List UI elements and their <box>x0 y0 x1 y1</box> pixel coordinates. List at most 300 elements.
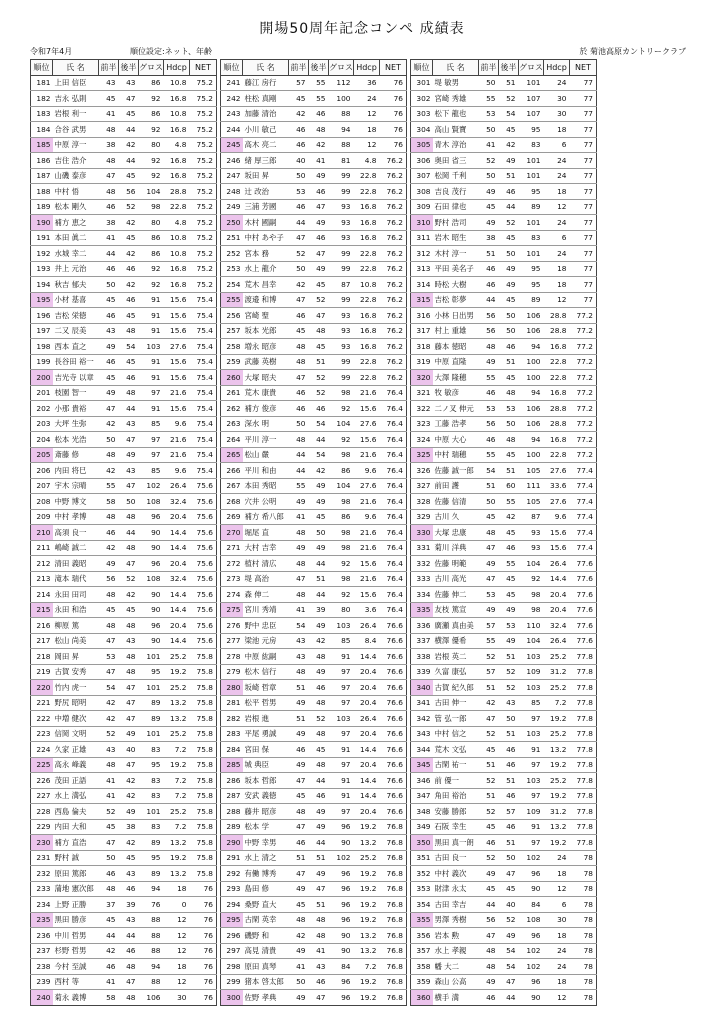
net-score-cell: 76.8 <box>380 881 407 897</box>
column-header-gross-score: グロス <box>329 60 354 76</box>
back-score-cell: 43 <box>499 695 519 711</box>
table-row <box>411 602 597 618</box>
gross-score-cell: 99 <box>329 246 354 262</box>
front-score-cell: 45 <box>289 91 309 107</box>
player-name-cell: 本田 秀昭 <box>243 478 289 494</box>
front-score-cell: 50 <box>479 75 499 91</box>
rank-cell: 279 <box>221 664 243 680</box>
net-score-cell: 76.4 <box>380 602 407 618</box>
player-name-cell: 中原 大心 <box>433 432 479 448</box>
front-score-cell: 55 <box>289 478 309 494</box>
player-name-cell: 荒木 昌幸 <box>243 277 289 293</box>
back-score-cell: 47 <box>119 757 139 773</box>
rank-cell: 343 <box>411 726 433 742</box>
back-score-cell: 54 <box>309 416 329 432</box>
table-row <box>221 323 407 339</box>
rank-cell: 188 <box>31 184 53 200</box>
hdcp-cell: 24 <box>544 75 570 91</box>
gross-score-cell: 95 <box>519 277 544 293</box>
player-name-cell: 石阪 幸生 <box>433 819 479 835</box>
gross-score-cell: 98 <box>329 447 354 463</box>
net-score-cell: 75.8 <box>190 804 217 820</box>
back-score-cell: 42 <box>119 246 139 262</box>
player-name-cell: 補方 恵之 <box>53 215 99 231</box>
player-name-cell: 中原 淳一 <box>53 137 99 153</box>
front-score-cell: 46 <box>289 385 309 401</box>
gross-score-cell: 97 <box>519 788 544 804</box>
rank-cell: 348 <box>411 804 433 820</box>
table-row <box>411 354 597 370</box>
gross-score-cell: 97 <box>139 447 164 463</box>
gross-score-cell: 99 <box>329 184 354 200</box>
front-score-cell: 50 <box>479 494 499 510</box>
hdcp-cell: 7.2 <box>164 819 190 835</box>
front-score-cell: 45 <box>479 881 499 897</box>
hdcp-cell: 25.2 <box>164 726 190 742</box>
table-row <box>411 649 597 665</box>
table-row <box>221 199 407 215</box>
gross-score-cell: 95 <box>139 757 164 773</box>
column-header-front-score: 前半 <box>99 60 119 76</box>
net-score-cell: 77 <box>570 122 597 138</box>
back-score-cell: 41 <box>309 943 329 959</box>
gross-score-cell: 96 <box>519 866 544 882</box>
table-row <box>221 91 407 107</box>
front-score-cell: 45 <box>289 323 309 339</box>
net-score-cell: 75.8 <box>190 819 217 835</box>
rank-cell: 290 <box>221 835 243 851</box>
front-score-cell: 49 <box>99 385 119 401</box>
rank-cell: 253 <box>221 261 243 277</box>
table-row <box>221 106 407 122</box>
back-score-cell: 50 <box>499 416 519 432</box>
hdcp-cell: 19.2 <box>164 757 190 773</box>
net-score-cell: 76.8 <box>380 912 407 928</box>
gross-score-cell: 89 <box>139 835 164 851</box>
gross-score-cell: 98 <box>329 540 354 556</box>
player-name-cell: 松山 嚴 <box>243 447 289 463</box>
table-row <box>411 106 597 122</box>
player-name-cell: 佐藤 誠一郎 <box>433 463 479 479</box>
rank-cell: 297 <box>221 943 243 959</box>
rank-cell: 183 <box>31 106 53 122</box>
net-score-cell: 77.6 <box>570 571 597 587</box>
front-score-cell: 51 <box>479 246 499 262</box>
front-score-cell: 42 <box>289 106 309 122</box>
table-row <box>31 680 217 696</box>
front-score-cell: 43 <box>99 323 119 339</box>
gross-score-cell: 96 <box>329 974 354 990</box>
back-score-cell: 54 <box>309 447 329 463</box>
player-name-cell: 横手 満 <box>433 990 479 1006</box>
back-score-cell: 42 <box>119 835 139 851</box>
front-score-cell: 46 <box>479 385 499 401</box>
gross-score-cell: 95 <box>139 664 164 680</box>
hdcp-cell: 16.8 <box>354 215 380 231</box>
gross-score-cell: 94 <box>519 432 544 448</box>
gross-score-cell: 91 <box>329 773 354 789</box>
table-row <box>411 215 597 231</box>
table-row <box>411 137 597 153</box>
rank-cell: 204 <box>31 432 53 448</box>
rank-cell: 310 <box>411 215 433 231</box>
table-row <box>221 866 407 882</box>
table-row <box>411 323 597 339</box>
back-score-cell: 43 <box>119 75 139 91</box>
player-name-cell: 斎藤 修 <box>53 447 99 463</box>
net-score-cell: 77.2 <box>570 385 597 401</box>
player-name-cell: 杉野 哲男 <box>53 943 99 959</box>
hdcp-cell: 19.2 <box>544 757 570 773</box>
hdcp-cell: 10.8 <box>164 230 190 246</box>
rank-cell: 347 <box>411 788 433 804</box>
rank-cell: 293 <box>221 881 243 897</box>
net-score-cell: 75.8 <box>190 711 217 727</box>
table-row <box>31 122 217 138</box>
rank-cell: 326 <box>411 463 433 479</box>
hdcp-cell: 16.8 <box>354 230 380 246</box>
front-score-cell: 45 <box>479 742 499 758</box>
gross-score-cell: 83 <box>139 773 164 789</box>
front-score-cell: 47 <box>99 633 119 649</box>
gross-score-cell: 92 <box>329 587 354 603</box>
table-row <box>411 478 597 494</box>
table-row <box>31 649 217 665</box>
table-row <box>31 385 217 401</box>
net-score-cell: 78 <box>570 928 597 944</box>
player-name-cell: 佐藤 伸二 <box>433 587 479 603</box>
back-score-cell: 43 <box>119 463 139 479</box>
hdcp-cell: 27.6 <box>164 339 190 355</box>
front-score-cell: 41 <box>99 230 119 246</box>
net-score-cell: 76.4 <box>380 463 407 479</box>
table-row <box>221 804 407 820</box>
player-name-cell: 西本 直之 <box>53 339 99 355</box>
player-name-cell: 梁池 元房 <box>243 633 289 649</box>
net-score-cell: 77 <box>570 75 597 91</box>
table-row <box>221 773 407 789</box>
player-name-cell: 柳原 篤 <box>53 618 99 634</box>
player-name-cell: 永田 和浩 <box>53 602 99 618</box>
front-score-cell: 52 <box>479 850 499 866</box>
gross-score-cell: 92 <box>329 432 354 448</box>
hdcp-cell: 10.8 <box>164 106 190 122</box>
rank-cell: 295 <box>221 912 243 928</box>
front-score-cell: 48 <box>479 943 499 959</box>
hdcp-cell: 21.6 <box>354 571 380 587</box>
player-name-cell: 小那 貴裕 <box>53 401 99 417</box>
hdcp-cell: 22.8 <box>544 354 570 370</box>
hdcp-cell: 13.2 <box>354 928 380 944</box>
rank-cell: 226 <box>31 773 53 789</box>
hdcp-cell: 13.2 <box>544 742 570 758</box>
back-score-cell: 48 <box>119 664 139 680</box>
front-score-cell: 49 <box>99 556 119 572</box>
net-score-cell: 76.4 <box>380 401 407 417</box>
table-row <box>411 680 597 696</box>
rank-cell: 292 <box>221 866 243 882</box>
gross-score-cell: 86 <box>139 75 164 91</box>
back-score-cell: 48 <box>309 912 329 928</box>
back-score-cell: 46 <box>309 106 329 122</box>
hdcp-cell: 16.8 <box>544 339 570 355</box>
front-score-cell: 44 <box>479 897 499 913</box>
rank-cell: 303 <box>411 106 433 122</box>
table-row <box>221 308 407 324</box>
back-score-cell: 49 <box>119 804 139 820</box>
player-name-cell: 岡田 昇 <box>53 649 99 665</box>
net-score-cell: 77 <box>570 215 597 231</box>
gross-score-cell: 101 <box>139 649 164 665</box>
front-score-cell: 49 <box>479 215 499 231</box>
column-header-front-score: 前半 <box>289 60 309 76</box>
back-score-cell: 52 <box>309 711 329 727</box>
player-name-cell: 佐藤 信清 <box>433 494 479 510</box>
rank-cell: 306 <box>411 153 433 169</box>
front-score-cell: 48 <box>99 618 119 634</box>
net-score-cell: 78 <box>570 897 597 913</box>
gross-score-cell: 91 <box>329 649 354 665</box>
table-row <box>411 618 597 634</box>
player-name-cell: 岩根 進 <box>243 711 289 727</box>
player-name-cell: 長谷田 裕一 <box>53 354 99 370</box>
hdcp-cell: 21.6 <box>354 385 380 401</box>
back-score-cell: 51 <box>499 726 519 742</box>
hdcp-cell: 9.6 <box>164 463 190 479</box>
rank-cell: 207 <box>31 478 53 494</box>
player-name-cell: 青木 淳治 <box>433 137 479 153</box>
player-name-cell: 黒田 真一朗 <box>433 835 479 851</box>
gross-score-cell: 85 <box>329 633 354 649</box>
results-table <box>220 59 407 1006</box>
net-score-cell: 77.8 <box>570 773 597 789</box>
front-score-cell: 56 <box>479 416 499 432</box>
table-row <box>221 416 407 432</box>
rank-cell: 314 <box>411 277 433 293</box>
hdcp-cell: 28.8 <box>544 401 570 417</box>
gross-score-cell: 103 <box>519 680 544 696</box>
hdcp-cell: 10.8 <box>164 246 190 262</box>
net-score-cell: 76.8 <box>380 990 407 1006</box>
gross-score-cell: 106 <box>139 990 164 1006</box>
hdcp-cell: 21.6 <box>354 540 380 556</box>
hdcp-cell: 19.2 <box>354 897 380 913</box>
rank-cell: 265 <box>221 447 243 463</box>
player-name-cell: 坂田 昇 <box>243 168 289 184</box>
back-score-cell: 45 <box>119 602 139 618</box>
front-score-cell: 55 <box>479 91 499 107</box>
player-name-cell: 平尾 勇誠 <box>243 726 289 742</box>
rank-cell: 316 <box>411 308 433 324</box>
front-score-cell: 48 <box>99 757 119 773</box>
rank-cell: 217 <box>31 633 53 649</box>
hdcp-cell: 10.8 <box>354 277 380 293</box>
player-name-cell: 古田 幸吉 <box>433 897 479 913</box>
back-score-cell: 45 <box>309 742 329 758</box>
front-score-cell: 48 <box>99 153 119 169</box>
net-score-cell: 76 <box>380 137 407 153</box>
back-score-cell: 44 <box>309 835 329 851</box>
player-name-cell: 水城 幸二 <box>53 246 99 262</box>
net-score-cell: 77.2 <box>570 432 597 448</box>
net-score-cell: 75.2 <box>190 261 217 277</box>
gross-score-cell: 100 <box>519 370 544 386</box>
rank-cell: 229 <box>31 819 53 835</box>
rank-cell: 214 <box>31 587 53 603</box>
hdcp-cell: 15.6 <box>354 587 380 603</box>
player-name-cell: 古閑 祐一 <box>433 757 479 773</box>
back-score-cell: 51 <box>309 571 329 587</box>
front-score-cell: 45 <box>479 199 499 215</box>
gross-score-cell: 83 <box>139 742 164 758</box>
front-score-cell: 49 <box>289 540 309 556</box>
player-name-cell: 内田 将巳 <box>53 463 99 479</box>
net-score-cell: 76.4 <box>380 525 407 541</box>
rank-cell: 254 <box>221 277 243 293</box>
table-row <box>221 928 407 944</box>
gross-score-cell: 107 <box>519 106 544 122</box>
table-row <box>221 385 407 401</box>
rank-cell: 237 <box>31 943 53 959</box>
hdcp-cell: 13.2 <box>354 835 380 851</box>
net-score-cell: 76.2 <box>380 184 407 200</box>
rank-cell: 296 <box>221 928 243 944</box>
gross-score-cell: 91 <box>329 742 354 758</box>
net-score-cell: 75.6 <box>190 509 217 525</box>
rank-cell: 350 <box>411 835 433 851</box>
rank-cell: 198 <box>31 339 53 355</box>
rank-cell: 189 <box>31 199 53 215</box>
hdcp-cell: 27.6 <box>354 478 380 494</box>
back-score-cell: 51 <box>309 897 329 913</box>
table-row <box>221 680 407 696</box>
back-score-cell: 54 <box>119 339 139 355</box>
table-row <box>411 199 597 215</box>
back-score-cell: 46 <box>499 540 519 556</box>
gross-score-cell: 89 <box>519 292 544 308</box>
back-score-cell: 44 <box>499 990 519 1006</box>
table-row <box>411 819 597 835</box>
gross-score-cell: 98 <box>519 587 544 603</box>
table-row <box>411 587 597 603</box>
front-score-cell: 46 <box>99 866 119 882</box>
back-score-cell: 49 <box>499 261 519 277</box>
table-row <box>411 959 597 975</box>
hdcp-cell: 15.6 <box>354 432 380 448</box>
gross-score-cell: 86 <box>139 230 164 246</box>
gross-score-cell: 96 <box>519 928 544 944</box>
hdcp-cell: 22.8 <box>354 292 380 308</box>
gross-score-cell: 91 <box>519 742 544 758</box>
net-score-cell: 75.8 <box>190 788 217 804</box>
front-score-cell: 50 <box>99 277 119 293</box>
hdcp-cell: 27.6 <box>544 494 570 510</box>
front-score-cell: 56 <box>479 912 499 928</box>
hdcp-cell: 4.8 <box>164 137 190 153</box>
front-score-cell: 47 <box>479 571 499 587</box>
front-score-cell: 44 <box>479 292 499 308</box>
front-score-cell: 49 <box>289 990 309 1006</box>
net-score-cell: 77 <box>570 199 597 215</box>
table-row <box>411 912 597 928</box>
hdcp-cell: 18 <box>164 881 190 897</box>
front-score-cell: 45 <box>99 91 119 107</box>
back-score-cell: 48 <box>119 540 139 556</box>
rank-cell: 257 <box>221 323 243 339</box>
gross-score-cell: 92 <box>139 91 164 107</box>
hdcp-cell: 27.6 <box>544 463 570 479</box>
gross-score-cell: 91 <box>139 370 164 386</box>
table-row <box>31 959 217 975</box>
net-score-cell: 77.2 <box>570 416 597 432</box>
hdcp-cell: 22.8 <box>544 447 570 463</box>
front-score-cell: 46 <box>99 525 119 541</box>
header-row <box>31 60 217 76</box>
front-score-cell: 49 <box>289 943 309 959</box>
net-score-cell: 75.4 <box>190 416 217 432</box>
table-row <box>411 292 597 308</box>
back-score-cell: 43 <box>119 866 139 882</box>
gross-score-cell: 96 <box>139 509 164 525</box>
gross-score-cell: 97 <box>329 757 354 773</box>
net-score-cell: 76 <box>190 959 217 975</box>
net-score-cell: 75.8 <box>190 695 217 711</box>
table-row <box>221 153 407 169</box>
player-name-cell: 宮崎 秀雄 <box>433 91 479 107</box>
rank-cell: 239 <box>31 974 53 990</box>
player-name-cell: 小林 日出男 <box>433 308 479 324</box>
player-name-cell: 滝本 瑞代 <box>53 571 99 587</box>
rank-cell: 282 <box>221 711 243 727</box>
player-name-cell: 宮崎 聖 <box>243 308 289 324</box>
net-score-cell: 76.2 <box>380 308 407 324</box>
hdcp-cell: 19.2 <box>354 881 380 897</box>
rank-cell: 193 <box>31 261 53 277</box>
back-score-cell: 46 <box>499 788 519 804</box>
gross-score-cell: 101 <box>519 215 544 231</box>
back-score-cell: 49 <box>309 618 329 634</box>
back-score-cell: 48 <box>309 757 329 773</box>
net-score-cell: 75.6 <box>190 494 217 510</box>
hdcp-cell: 19.2 <box>544 788 570 804</box>
front-score-cell: 46 <box>479 990 499 1006</box>
table-row <box>31 602 217 618</box>
hdcp-cell: 20.4 <box>354 664 380 680</box>
net-score-cell: 76 <box>190 912 217 928</box>
gross-score-cell: 106 <box>519 308 544 324</box>
table-row <box>221 432 407 448</box>
net-score-cell: 75.6 <box>190 587 217 603</box>
header-row <box>411 60 597 76</box>
gross-score-cell: 102 <box>519 943 544 959</box>
back-score-cell: 51 <box>499 649 519 665</box>
front-score-cell: 47 <box>289 773 309 789</box>
rank-cell: 219 <box>31 664 53 680</box>
back-score-cell: 44 <box>119 122 139 138</box>
player-name-cell: 合谷 武男 <box>53 122 99 138</box>
gross-score-cell: 94 <box>139 959 164 975</box>
back-score-cell: 45 <box>499 370 519 386</box>
gross-score-cell: 94 <box>329 122 354 138</box>
back-score-cell: 46 <box>119 292 139 308</box>
rank-cell: 335 <box>411 602 433 618</box>
player-name-cell: 古賀 紀久郎 <box>433 680 479 696</box>
front-score-cell: 42 <box>99 943 119 959</box>
net-score-cell: 76.6 <box>380 618 407 634</box>
rank-cell: 312 <box>411 246 433 262</box>
back-score-cell: 45 <box>119 168 139 184</box>
rank-cell: 337 <box>411 633 433 649</box>
